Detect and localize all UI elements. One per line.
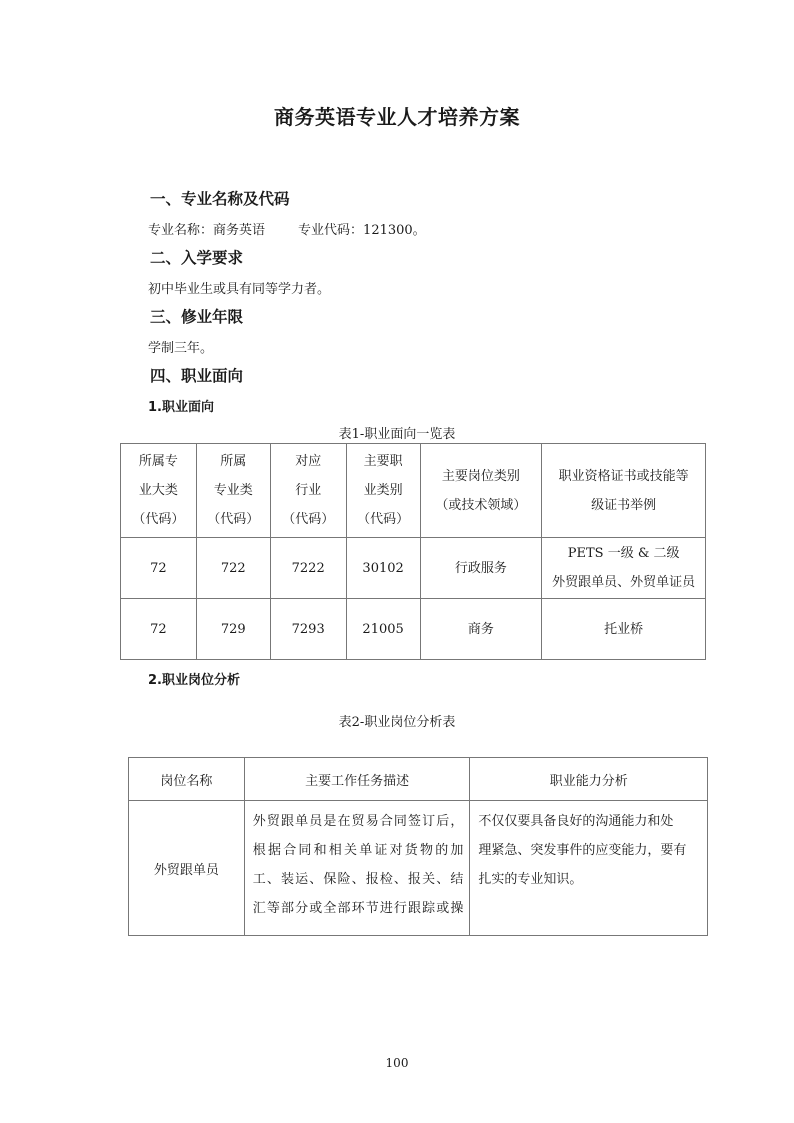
header-cell: 所属专 业大类 （代码） xyxy=(121,444,197,538)
header-cell: 职业能力分析 xyxy=(470,758,708,801)
table-cell: 729 xyxy=(196,599,270,660)
table-cell: 行政服务 xyxy=(420,538,542,599)
page-number: 100 xyxy=(385,1056,409,1070)
table-header-row xyxy=(129,758,708,801)
table2-caption: 表2-职业岗位分析表 xyxy=(338,715,456,730)
table-header-row xyxy=(121,444,706,538)
header-cell: 对应 行业 （代码） xyxy=(270,444,346,538)
career-orientation-table xyxy=(120,443,706,660)
header-cell: 岗位名称 xyxy=(129,758,245,801)
duration-text: 学制三年。 xyxy=(148,341,214,356)
subsection-career-orientation: 1.职业面向 xyxy=(148,400,214,415)
table-cell: 30102 xyxy=(346,538,420,599)
ability-analysis-cell: 不仅仅要具备良好的沟通能力和处 理紧急、突发事件的应变能力，要有 扎实的专业知识。 xyxy=(470,801,708,936)
table-row xyxy=(129,801,708,936)
position-name-cell: 外贸跟单员 xyxy=(129,801,245,936)
table-cell: 72 xyxy=(121,538,197,599)
table-cell: 托业桥 xyxy=(542,599,706,660)
section-heading-duration: 三、修业年限 xyxy=(150,308,244,326)
major-name-code: 专业名称：商务英语 专业代码：121300。 xyxy=(148,223,426,238)
section-heading-career: 四、职业面向 xyxy=(150,367,244,385)
header-cell: 主要职 业类别 （代码） xyxy=(346,444,420,538)
document-title: 商务英语专业人才培养方案 xyxy=(274,105,520,129)
section-heading-admission: 二、入学要求 xyxy=(150,249,244,267)
table-cell: 72 xyxy=(121,599,197,660)
table-cell: 21005 xyxy=(346,599,420,660)
admission-text: 初中毕业生或具有同等学力者。 xyxy=(148,282,331,297)
task-description-cell: 外贸跟单员是在贸易合同签订后， 根据合同和相关单证对货物的加 工、装运、保险、报检、报关、结 汇等部分或全部环节进行跟踪或操 xyxy=(244,801,470,936)
table-row xyxy=(121,599,706,660)
table-cell: 7293 xyxy=(270,599,346,660)
table-cell: 722 xyxy=(196,538,270,599)
table-cell: 7222 xyxy=(270,538,346,599)
header-cell: 主要工作任务描述 xyxy=(244,758,470,801)
section-heading-major: 一、专业名称及代码 xyxy=(150,190,290,208)
header-cell: 所属 专业类 （代码） xyxy=(196,444,270,538)
subsection-position-analysis: 2.职业岗位分析 xyxy=(148,673,240,688)
table1-caption: 表1-职业面向一览表 xyxy=(338,427,456,442)
table-row xyxy=(121,538,706,599)
position-analysis-table xyxy=(128,757,708,936)
table-cell: 商务 xyxy=(420,599,542,660)
header-cell: 主要岗位类别 （或技术领域） xyxy=(420,444,542,538)
header-cell: 职业资格证书或技能等 级证书举例 xyxy=(542,444,706,538)
table-cell: PETS 一级 & 二级 外贸跟单员、外贸单证员 xyxy=(542,538,706,599)
